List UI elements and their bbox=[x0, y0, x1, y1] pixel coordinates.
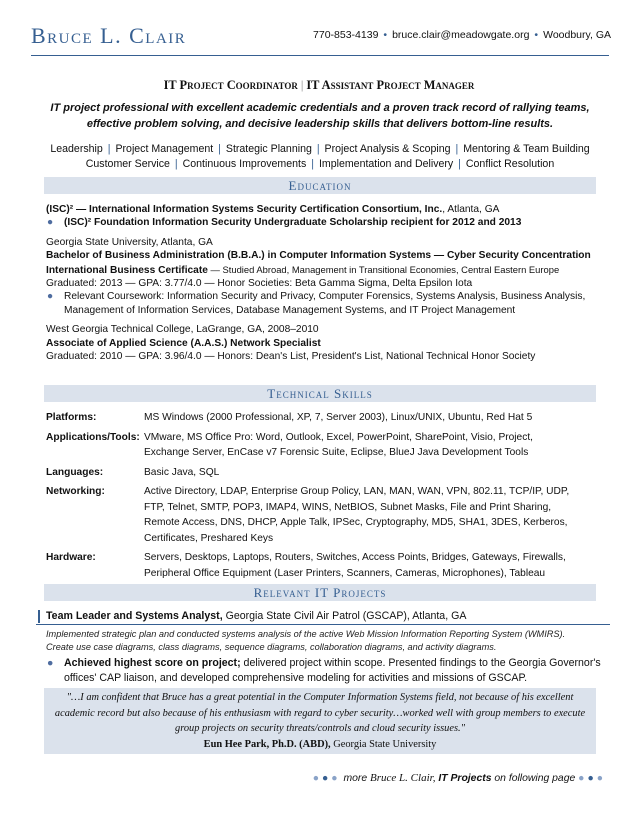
bullet-icon: ● bbox=[47, 657, 54, 669]
technical-skills-heading: Technical Skills bbox=[44, 385, 596, 402]
gsu-degree: Bachelor of Business Administration (B.B.A.) in Computer Information Systems — Cyber Security Concentration bbox=[46, 250, 591, 262]
footer-label: IT Projects bbox=[438, 773, 492, 784]
skill-row bbox=[46, 430, 606, 461]
education-heading: Education bbox=[44, 177, 596, 194]
isc2-honor-text: (ISC)² Foundation Information Security Undergraduate Scholarship recipient for 2012 and 2013 bbox=[64, 217, 522, 229]
candidate-name: Bruce L. Clair bbox=[31, 23, 187, 48]
core-skill: Leadership bbox=[50, 143, 103, 155]
quote-org: Georgia State University bbox=[330, 738, 437, 750]
dots-icon: ●●● bbox=[578, 773, 606, 784]
quote-line: "…I am confident that Bruce has a great potential in the Computer Information Systems field, not because of his excellent bbox=[66, 692, 574, 703]
skill-row bbox=[46, 550, 606, 581]
core-skill: Project Management bbox=[115, 143, 214, 155]
achievement-text: offices' CAP liaison, and developed comprehensive modeling for activities and missions of GSCAP. bbox=[64, 672, 528, 684]
skill-values-line: VMware, MS Office Pro: Word, Outlook, Excel, PowerPoint, SharePoint, Visio, Project, bbox=[144, 431, 533, 443]
quote-line: group projects on security threats/controls and cloud security issues." bbox=[175, 723, 465, 734]
skill-values-line: Active Directory, LDAP, Enterprise Group Policy, LAN, MAN, WAN, VPN, 802.11, TCP/IP, UDP, bbox=[144, 486, 570, 497]
skill-row bbox=[46, 410, 606, 426]
skill-separator: | bbox=[107, 143, 111, 155]
gsu-graduated: Graduated: 2013 — GPA: 3.77/4.0 — Honor Societies: Beta Gamma Sigma, Delta Epsilon Iota bbox=[46, 278, 473, 290]
isc2-honor bbox=[46, 216, 606, 229]
skill-values bbox=[144, 484, 606, 546]
wgtc-graduated: Graduated: 2010 — GPA: 3.96/4.0 — Honors: Dean's List, President's List, National Technical Honor Society bbox=[46, 351, 536, 363]
core-skill: Continuous Improvements bbox=[182, 158, 307, 170]
skill-values bbox=[144, 410, 606, 426]
contact-info bbox=[313, 29, 611, 42]
project-org: Georgia State Civil Air Patrol (GSCAP), Atlanta, GA bbox=[222, 610, 467, 622]
skill-values-line: Certificates, Preshared Keys bbox=[144, 532, 274, 544]
title-separator: | bbox=[300, 78, 304, 92]
skill-row bbox=[46, 484, 606, 546]
skill-values-line: MS Windows (2000 Professional, XP, 7, Server 2003), Linux/UNIX, Ubuntu, Red Hat 5 bbox=[144, 412, 533, 423]
bullet-separator: • bbox=[383, 29, 388, 41]
project-description-line: Implemented strategic plan and conducted systems analysis of the active Web Mission Information Reporting System (WMIRS). bbox=[46, 629, 566, 639]
achievement-label: Achieved highest score on project; bbox=[64, 657, 241, 669]
skill-category: Platforms: bbox=[46, 412, 97, 423]
skill-values bbox=[144, 465, 606, 481]
quote-author: Eun Hee Park, Ph.D. (ABD), bbox=[203, 738, 331, 750]
skill-values-line: Servers, Desktops, Laptops, Routers, Switches, Access Points, Bridges, Gateways, Firewalls, bbox=[144, 552, 566, 563]
testimonial-quote bbox=[44, 688, 596, 754]
skill-row bbox=[46, 465, 606, 481]
target-title bbox=[0, 79, 638, 92]
project-achievement bbox=[46, 656, 624, 686]
gsu-coursework bbox=[46, 290, 606, 317]
skill-separator: | bbox=[218, 143, 221, 155]
header-rule bbox=[31, 55, 609, 56]
skill-separator: | bbox=[316, 143, 320, 155]
core-skill: Strategic Planning bbox=[225, 143, 312, 155]
core-skills-row bbox=[34, 142, 606, 157]
core-skill: Implementation and Delivery bbox=[318, 158, 454, 170]
phone-number: 770-853-4139 bbox=[313, 29, 379, 41]
gsu-certificate bbox=[46, 263, 606, 277]
quote-attribution bbox=[44, 737, 596, 753]
dots-icon: ●●● bbox=[312, 773, 341, 784]
wgtc-degree: Associate of Applied Science (A.A.S.) Network Specialist bbox=[46, 337, 321, 349]
skill-category: Hardware: bbox=[46, 552, 96, 563]
gsu-school: Georgia State University, Atlanta, GA bbox=[46, 236, 213, 248]
achievement-text: delivered project within scope. Presented findings to the Georgia Governor's bbox=[240, 657, 601, 669]
skill-values-line: Peripheral Office Equipment (Laser Printers, Scanners, Cameras, Microphones), Tableau bbox=[144, 567, 546, 579]
project-rule bbox=[36, 624, 610, 625]
footer-name: Bruce L. Clair, bbox=[370, 772, 436, 784]
core-skill: Customer Service bbox=[85, 158, 170, 170]
professional-summary: IT project professional with excellent academic credentials and a proven track record of rallying teams, effective problem solving, and decisive leadership skills that delivers bottom-line results. bbox=[50, 102, 590, 130]
target-title-first: IT Project Coordinator bbox=[163, 78, 298, 92]
core-skill: Project Analysis & Scoping bbox=[324, 143, 451, 155]
skill-category: Applications/Tools: bbox=[46, 431, 140, 443]
project-description bbox=[46, 628, 606, 653]
target-title-second: IT Assistant Project Manager bbox=[306, 78, 475, 92]
core-skill: Mentoring & Team Building bbox=[463, 143, 590, 155]
isc2-location: , Atlanta, GA bbox=[442, 204, 500, 215]
bullet-separator: • bbox=[534, 29, 539, 41]
project-role: Team Leader and Systems Analyst, bbox=[46, 610, 223, 622]
projects-heading: Relevant IT Projects bbox=[44, 584, 596, 601]
project-description-line: Create use case diagrams, class diagrams, sequence diagrams, collaboration diagrams, and activity diagrams. bbox=[46, 641, 497, 652]
wgtc-school: West Georgia Technical College, LaGrange, GA, 2008–2010 bbox=[46, 324, 319, 336]
project-title bbox=[38, 610, 616, 623]
email-address: bruce.clair@meadowgate.org bbox=[392, 29, 530, 41]
coursework-line: Relevant Coursework: Information Security and Privacy, Computer Forensics, Systems Analysis, Business Analysis, bbox=[64, 291, 586, 303]
gsu-cert-detail: — Studied Abroad, Management in Transitional Economies, Central Eastern Europe bbox=[207, 263, 560, 275]
skill-separator: | bbox=[455, 143, 459, 155]
skill-values-line: Remote Access, DNS, DHCP, Apple Talk, IPSec, Cryptography, MD5, SHA1, 3DES, Kerberos, bbox=[144, 517, 568, 528]
skill-values-line: FTP, Telnet, SMTP, POP3, IMAP4, WINS, NetBIOS, Subnet Masks, File and Print Sharing, bbox=[144, 501, 552, 513]
skill-category: Languages: bbox=[46, 466, 104, 478]
continuation-footer bbox=[313, 772, 606, 785]
skill-separator: | bbox=[174, 158, 178, 170]
quote-line: academic record but also because of his enthusiasm with regard to cyber security…worked well with group members to execute bbox=[54, 707, 586, 719]
skill-values-line: Basic Java, SQL bbox=[144, 466, 220, 478]
core-skills-row bbox=[34, 157, 606, 172]
gsu-cert-label: International Business Certificate bbox=[46, 264, 208, 276]
skill-separator: | bbox=[311, 158, 314, 170]
resume-header bbox=[31, 22, 611, 62]
technical-skills-section bbox=[46, 410, 606, 585]
skill-values bbox=[144, 430, 606, 461]
coursework-line: Management of Information Services, Database Management Systems, and IT Project Management bbox=[64, 304, 516, 316]
bullet-icon: ● bbox=[47, 217, 54, 229]
location: Woodbury, GA bbox=[543, 29, 611, 41]
core-skills bbox=[34, 142, 606, 172]
footer-prefix: more bbox=[343, 773, 368, 784]
education-section bbox=[46, 203, 606, 363]
isc2-program bbox=[46, 203, 606, 216]
bullet-icon: ● bbox=[47, 291, 54, 303]
skill-values-line: Exchange Server, EnCase v7 Forensic Suite, Eclipse, BlueJ Java Development Tools bbox=[144, 447, 529, 458]
core-skill: Conflict Resolution bbox=[465, 158, 555, 170]
skill-separator: | bbox=[458, 158, 461, 170]
skill-values bbox=[144, 550, 606, 581]
skill-category: Networking: bbox=[46, 486, 105, 497]
isc2-program-name: (ISC)² — International Information Systems Security Certification Consortium, Inc. bbox=[46, 204, 443, 215]
footer-suffix: on following page bbox=[494, 773, 576, 784]
